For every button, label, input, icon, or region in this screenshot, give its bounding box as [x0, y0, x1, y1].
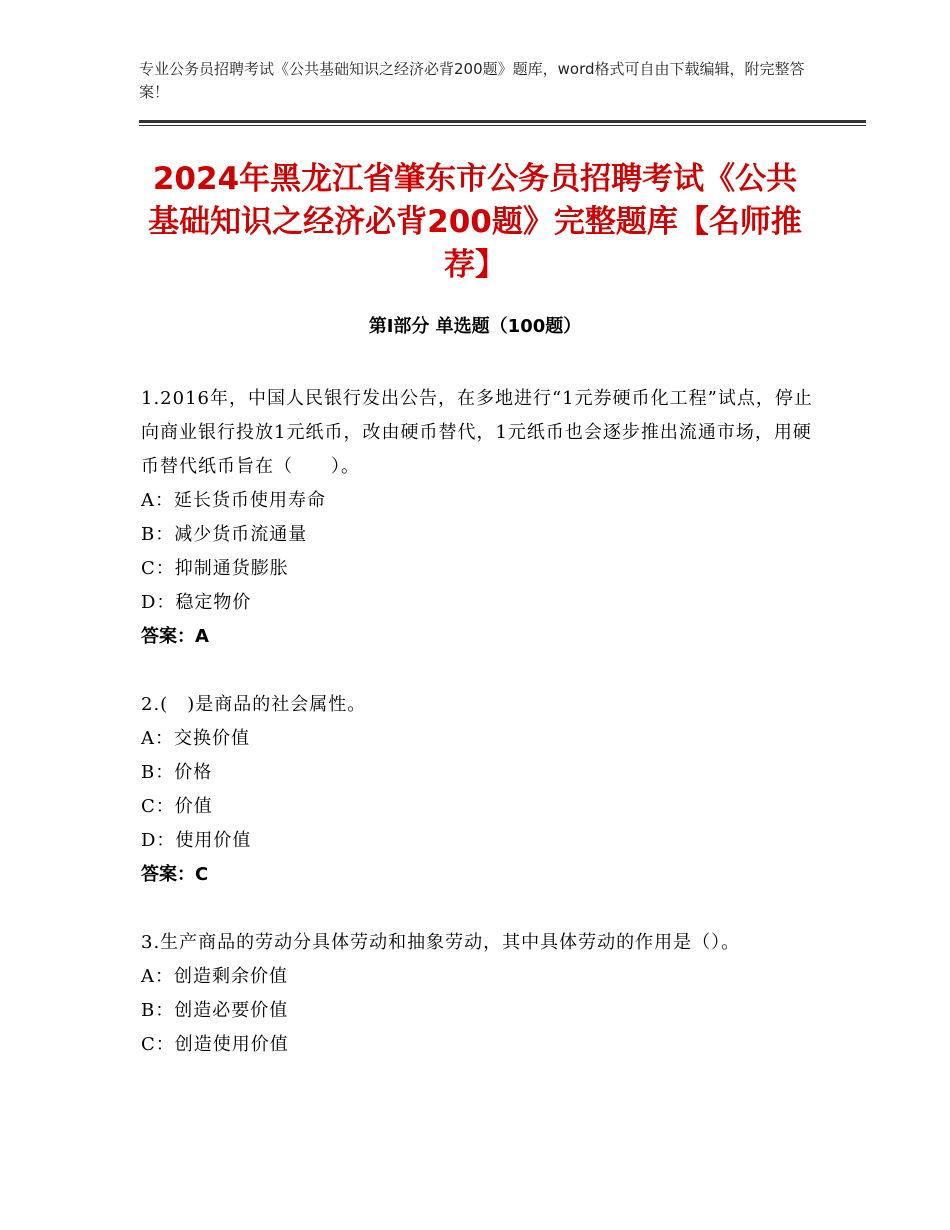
- section-title: 第Ⅰ部分 单选题（100题）: [368, 316, 582, 337]
- question-3: [141, 926, 813, 1062]
- option-b: B：价格: [141, 762, 213, 783]
- answer: 答案：C: [141, 864, 209, 885]
- option-a: A：创造剩余价值: [141, 966, 288, 987]
- option-a: A：交换价值: [141, 728, 250, 749]
- header-note: 专业公务员招聘考试《公共基础知识之经济必背200题》题库，word格式可自由下载编辑，附完整答案！: [139, 60, 805, 101]
- option-b: B：创造必要价值: [141, 1000, 289, 1021]
- answer: 答案：A: [141, 626, 209, 647]
- header-rule-thin: [139, 125, 866, 126]
- question-stem: 3.生产商品的劳动分具体劳动和抽象劳动，其中具体劳动的作用是（）。: [141, 932, 741, 953]
- question-2: [141, 688, 813, 892]
- option-a: A：延长货币使用寿命: [141, 490, 326, 511]
- option-d: D：稳定物价: [141, 592, 252, 613]
- header-rule-thick: [139, 120, 866, 123]
- document-title: 2024年黑龙江省肇东市公务员招聘考试《公共基础知识之经济必背200题》完整题库【名师推荐】: [148, 161, 802, 283]
- question-stem: 1.2016年，中国人民银行发出公告，在多地进行“1元券硬币化工程”试点，停止向商业银行投放1元纸币，改由硬币替代，1元纸币也会逐步推出流通市场，用硬币替代纸币旨在（ ）。: [141, 388, 813, 477]
- option-b: B：减少货币流通量: [141, 524, 308, 545]
- question-stem: 2.( )是商品的社会属性。: [141, 694, 367, 715]
- option-d: D：使用价值: [141, 830, 252, 851]
- question-1: [141, 382, 813, 654]
- option-c: C：抑制通货膨胀: [141, 558, 289, 579]
- option-c: C：创造使用价值: [141, 1034, 289, 1055]
- question-list: [141, 382, 813, 1096]
- option-c: C：价值: [141, 796, 213, 817]
